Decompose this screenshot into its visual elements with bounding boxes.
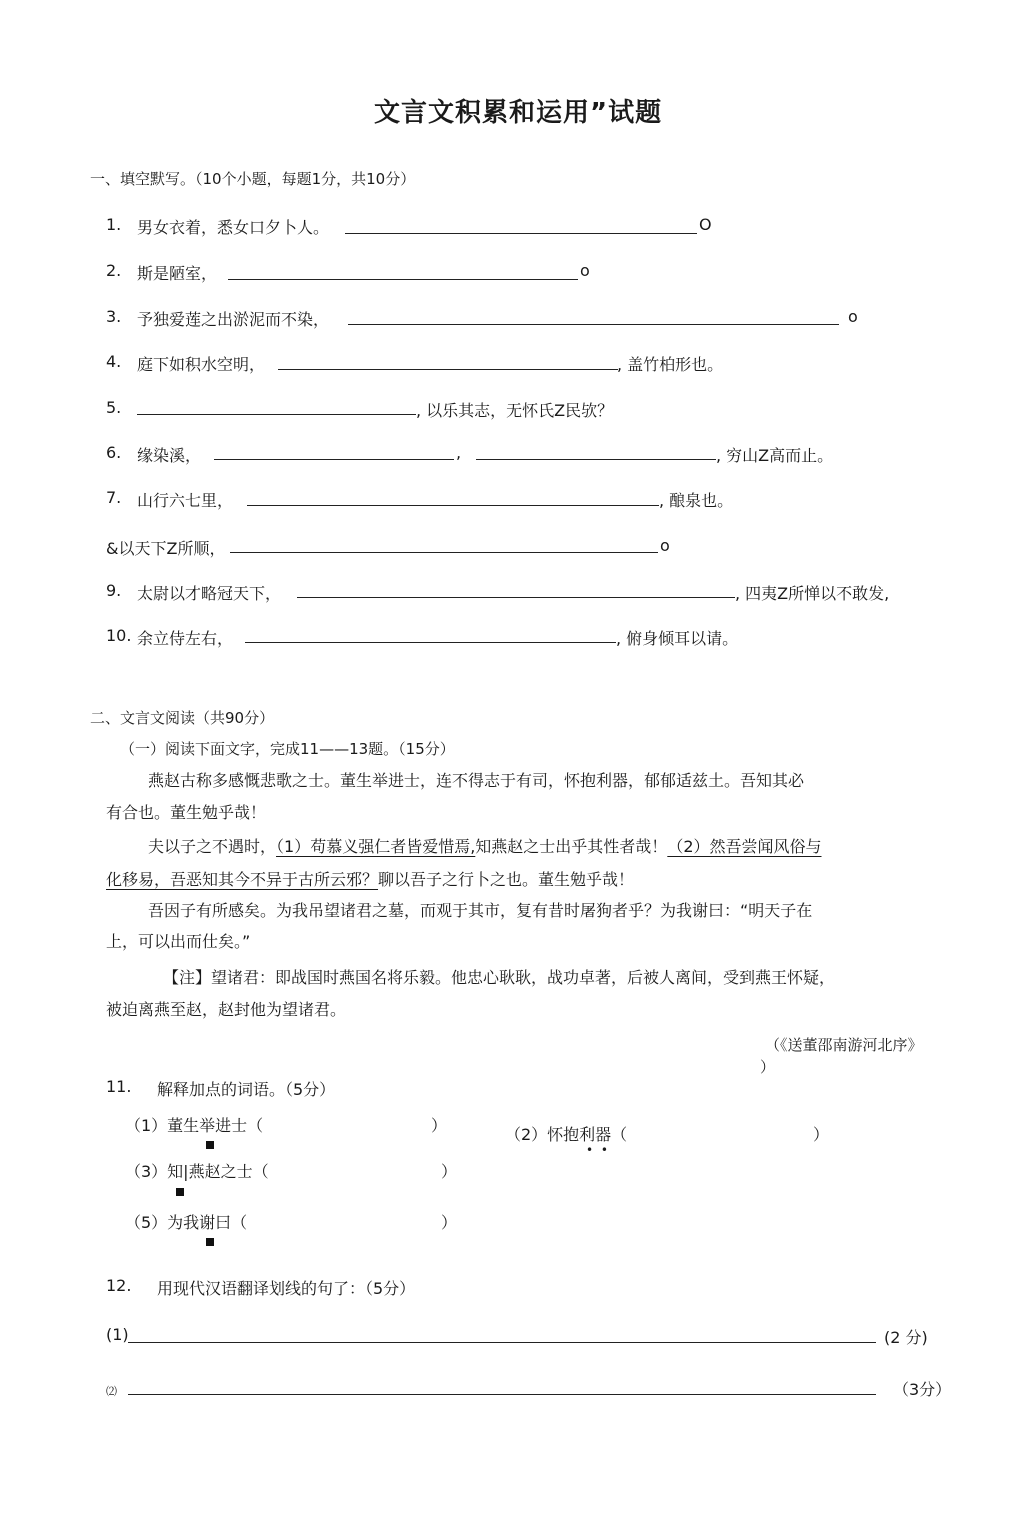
fill-item-9-end: , 四夷Z所惮以不敢发, [735, 584, 890, 603]
passage-p1-line2: 有合也。董生勉乎哉！ [106, 803, 267, 822]
fill-item-6-blank-b[interactable] [476, 459, 716, 460]
passage-p2-post: 聊以吾子之行卜之也。董生勉乎哉！ [378, 870, 635, 889]
fill-item-6-blank-a[interactable] [214, 459, 454, 460]
q12-answer-line-2[interactable] [128, 1394, 876, 1395]
q12-number: 12. [106, 1276, 132, 1295]
passage-p2-line2 [106, 864, 634, 896]
fill-item-10-end: , 俯身倾耳以请。 [616, 629, 739, 648]
fill-item-3-end: o [848, 307, 858, 326]
fill-item-1-text: 男女衣着，悉女口夕卜人。 [137, 218, 330, 237]
q12-answer-line-1[interactable] [128, 1342, 876, 1343]
fill-item-3-blank[interactable] [348, 324, 839, 325]
underlined-sentence-2a: （2）然吾尝闻风俗与 [667, 837, 822, 856]
q11-item-3-answer-close[interactable]: ） [441, 1162, 458, 1181]
fill-item-7-blank[interactable] [247, 505, 659, 506]
q12-line-1-score: (2 分) [884, 1328, 928, 1347]
q11-item-5: （5）为我谢曰（ [125, 1213, 248, 1232]
fill-item-7-number: 7. [106, 488, 122, 507]
source-citation: （《送董邵南游河北序》 [765, 1036, 923, 1054]
passage-p3-line1: 吾因子有所感矣。为我吊望诸君之墓，而观于其市，复有昔时屠狗者乎？为我谢曰：“明天子在 [148, 901, 813, 920]
fill-item-2-number: 2. [106, 261, 122, 280]
section-1-heading: 一、填空默写。（10个小题，每题1分，共10分） [90, 170, 416, 188]
fill-item-2-end: o [580, 261, 590, 280]
fill-item-8-text: &以天下Z所顺， [106, 539, 226, 558]
fill-item-2-blank[interactable] [228, 279, 578, 280]
fill-item-3-text: 予独爱莲之出淤泥而不染， [137, 310, 330, 329]
fill-item-4-number: 4. [106, 352, 122, 371]
emphasis-dot-marker [206, 1141, 214, 1149]
q11-number: 11. [106, 1077, 132, 1096]
fill-item-4-end: , 盖竹柏形也。 [617, 355, 724, 374]
q12-line-1-label: (1) [106, 1325, 129, 1344]
q11-item-2: （2）怀抱利器（ [505, 1125, 628, 1144]
q12-prompt: 用现代汉语翻译划线的句了：（5分） [157, 1279, 416, 1298]
passage-p3-line2: 上，可以出而仕矣。” [106, 932, 251, 951]
fill-item-6-number: 6. [106, 443, 122, 462]
fill-item-8-blank[interactable] [230, 552, 658, 553]
fill-item-9-number: 9. [106, 581, 122, 600]
passage-p1-line1: 燕赵古称多感慨悲歌之士。董生举进士，连不得志于有司，怀抱利器，郁郁适兹土。吾知其必 [148, 771, 805, 790]
q12-line-2-label: ⑵ [106, 1385, 117, 1398]
section-2-subheading: （一）阅读下面文字，完成11——13题。（15分） [120, 740, 455, 758]
emphasis-dot-marker [206, 1238, 214, 1246]
q11-prompt: 解释加点的词语。（5分） [157, 1080, 336, 1099]
fill-item-1-blank[interactable] [345, 233, 697, 234]
fill-item-10-blank[interactable] [245, 642, 616, 643]
fill-item-1-number: 1. [106, 215, 122, 234]
q11-item-3: （3）知|燕赵之士（ [125, 1162, 269, 1181]
fill-item-6-text: 缘染溪， [137, 446, 202, 465]
passage-p2-pre: 夫以子之不遇时， [148, 837, 277, 856]
fill-item-4-blank[interactable] [278, 369, 618, 370]
section-2-heading: 二、文言文阅读（共90分） [90, 709, 275, 727]
fill-item-5-blank[interactable] [137, 414, 416, 415]
fill-item-9-blank[interactable] [297, 597, 735, 598]
q11-item-5-answer-close[interactable]: ） [441, 1213, 458, 1232]
underlined-sentence-1: （1）苟慕义强仁者皆爱惜焉, [276, 837, 476, 856]
fill-item-7-text: 山行六七里， [137, 491, 234, 510]
fill-item-7-end: , 酿泉也。 [659, 491, 734, 510]
q11-item-2-answer-close[interactable]: ） [813, 1125, 830, 1144]
page-title: 文言文积累和运用”试题 [374, 98, 663, 128]
fill-item-3-number: 3. [106, 307, 122, 326]
note-line1: 【注】望诸君：即战国时燕国名将乐毅。他忠心耿耿，战功卓著，后被人离间，受到燕王怀疑， [163, 968, 836, 987]
emphasis-dot-marker [176, 1188, 184, 1196]
source-citation-close: ） [760, 1058, 776, 1076]
fill-item-6-end: , 穷山Z高而止。 [716, 446, 834, 465]
fill-item-1-end: O [699, 215, 712, 234]
fill-item-2-text: 斯是陋室， [137, 264, 218, 283]
q11-item-1: （1）董生举进士（ [125, 1116, 264, 1135]
fill-item-10-number: 10. [106, 626, 132, 645]
passage-p2-mid: 知燕赵之士出乎其性者哉！ [475, 837, 668, 856]
fill-item-8-end: o [660, 536, 670, 555]
fill-item-6-mid: , [456, 443, 462, 462]
q11-item-1-answer-close[interactable]: ） [431, 1116, 448, 1135]
fill-item-10-text: 余立侍左右， [137, 629, 234, 648]
q12-line-2-score: （3分） [893, 1380, 952, 1399]
fill-item-5-end: , 以乐其志，无怀氏Z民欤？ [416, 401, 614, 420]
fill-item-4-text: 庭下如积水空明， [137, 355, 266, 374]
fill-item-5-number: 5. [106, 398, 122, 417]
note-line2: 被迫离燕至赵，赵封他为望诸君。 [106, 1000, 347, 1019]
fill-item-9-text: 太尉以才略冠天下， [137, 584, 282, 603]
underlined-sentence-2b: 化移易，吾恶知其今不异于古所云邪？ [106, 870, 379, 889]
emphasis-dots: • • [586, 1143, 610, 1157]
passage-p2-line1 [148, 831, 822, 863]
